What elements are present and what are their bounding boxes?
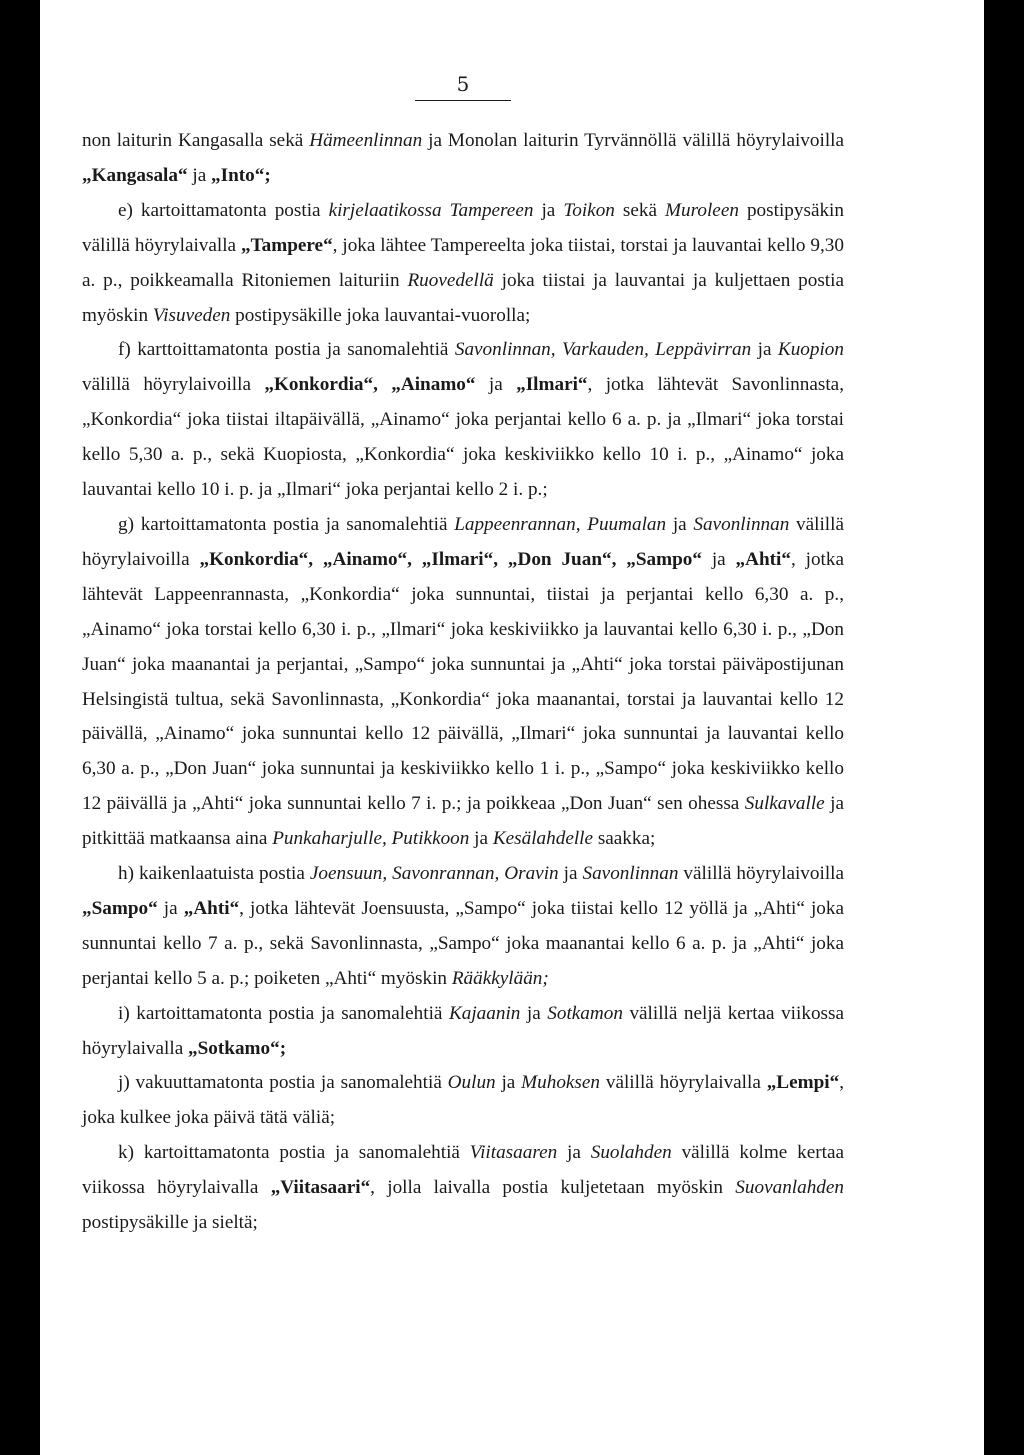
text-run: välillä höyrylaivoilla: [82, 513, 844, 570]
paragraph-p7: [82, 1136, 844, 1241]
text-run: „Tampere“: [240, 234, 333, 256]
text-run: postipysäkin välillä höyrylaivalla: [82, 199, 844, 256]
text-run: ja: [520, 1002, 548, 1024]
text-run: k) kartoittamatonta postia ja sanomalehtiä: [118, 1142, 470, 1164]
text-run: välillä höyrylaivalla: [600, 1072, 767, 1094]
text-run: Lappeenrannan, Puumalan: [454, 513, 667, 535]
text-run: Suovanlahden: [735, 1177, 845, 1199]
text-run: Oulun: [447, 1072, 496, 1094]
text-run: Rääkkylään;: [451, 967, 549, 989]
text-run: Savonlinnan, Varkauden, Leppävirran: [454, 339, 752, 361]
text-run: „Viitasaari“: [270, 1177, 371, 1199]
text-run: i) kartoittamatonta postia ja sanomalehtiä: [118, 1002, 449, 1024]
text-run: Kajaanin: [448, 1002, 521, 1024]
text-run: ja: [557, 1142, 591, 1164]
text-run: Suolahden: [590, 1142, 672, 1164]
text-run: Sotkamon: [547, 1002, 623, 1024]
text-run: ja: [475, 374, 517, 396]
text-run: Viitasaaren: [469, 1142, 558, 1164]
text-run: Savonlinnan: [582, 863, 679, 885]
text-run: joka tiistai ja lauvantai ja kuljettaen postia myöskin: [82, 269, 844, 326]
text-run: välillä neljä kertaa viikossa höyrylaivalla: [82, 1002, 844, 1059]
text-run: Sulkavalle: [744, 793, 825, 815]
text-run: välillä kolme kertaa viikossa höyrylaivalla: [82, 1142, 844, 1199]
paragraph-p0: [82, 124, 844, 194]
document-body: [82, 124, 844, 1241]
text-run: „Lempi“: [766, 1072, 840, 1094]
page-number: 5: [456, 72, 470, 96]
text-run: ja: [157, 897, 184, 919]
text-run: Hämeenlinnan: [309, 130, 423, 151]
text-run: ja Monolan laiturin Tyrvännöllä välillä höyrylaivoilla: [422, 130, 844, 151]
text-run: Kuopion: [777, 339, 844, 361]
text-run: , joka lähtee Tampereelta joka tiistai, torstai ja lauvantai kello 9,30 a. p., poikkeamalla Ritoniemen laituriin: [82, 234, 844, 291]
text-run: Ruovedellä: [407, 269, 494, 291]
text-run: Kesälahdelle: [492, 828, 594, 850]
text-run: „Konkordia“, „Ainamo“: [264, 374, 476, 396]
paragraph-p6: [82, 1066, 844, 1136]
paragraph-p3: [82, 508, 844, 857]
paragraph-p4: [82, 857, 844, 997]
text-run: Toikon: [563, 199, 615, 221]
text-run: Joensuun, Savonrannan, Oravin: [309, 863, 559, 885]
text-run: välillä höyrylaivoilla: [678, 863, 845, 885]
text-run: g) kartoittamatonta postia ja sanomalehtiä: [118, 513, 455, 535]
text-run: Muroleen: [665, 199, 739, 221]
text-run: postipysäkille ja sieltä;: [82, 1212, 258, 1234]
text-run: ja: [495, 1072, 522, 1094]
text-run: , jotka lähtevät Savonlinnasta, „Konkordia“ joka tiistai iltapäivällä, „Ainamo“ joka perjantai kello 6 a. p. ja „Ilmari“ joka torstai kello 5,30 a. p., sekä Kuopiosta, „Konkordia“ joka keskiviikko kello 10 i. p., „Ainamo“ joka lauvantai kello 10 i. p. ja „Ilmari“ joka perjantai kello 2 i. p.;: [82, 374, 844, 501]
text-run: ja: [751, 339, 778, 361]
text-run: „Sampo“: [82, 897, 158, 919]
text-run: kirjelaatikossa Tampereen: [328, 199, 534, 221]
page-number-rule: [415, 100, 511, 101]
text-run: „Ahti“: [183, 897, 240, 919]
text-run: Savonlinnan: [693, 513, 790, 535]
text-run: Muhoksen: [521, 1072, 601, 1094]
text-run: sekä: [614, 199, 666, 221]
text-run: f) karttoittamatonta postia ja sanomalehtiä: [118, 339, 455, 361]
text-run: ja: [533, 199, 564, 221]
text-run: ja: [701, 548, 736, 570]
text-run: „Konkordia“, „Ainamo“, „Ilmari“, „Don Juan“, „Sampo“: [199, 548, 702, 570]
paragraph-p1: [82, 194, 844, 334]
text-run: , jolla laivalla postia kuljetetaan myöskin: [370, 1177, 736, 1199]
text-run: ja: [187, 164, 212, 186]
text-run: Punkaharjulle, Putikkoon: [272, 828, 470, 850]
text-run: h) kaikenlaatuista postia: [118, 863, 310, 885]
text-run: „Ilmari“: [516, 374, 588, 396]
text-run: ja pitkittää matkaansa aina: [82, 793, 844, 850]
text-run: ja: [558, 863, 583, 885]
text-run: e) kartoittamatonta postia: [118, 199, 329, 221]
text-run: non laiturin Kangasalla sekä: [82, 130, 310, 151]
text-run: „Ahti“: [735, 548, 791, 570]
paragraph-p5: [82, 997, 844, 1067]
text-run: j) vakuuttamatonta postia ja sanomalehtiä: [118, 1072, 448, 1094]
text-run: ja: [666, 513, 694, 535]
text-run: välillä höyrylaivoilla: [82, 374, 265, 396]
text-run: , joka kulkee joka päivä tätä väliä;: [82, 1072, 844, 1129]
text-run: postipysäkille joka lauvantai-vuorolla;: [230, 304, 531, 326]
text-run: „Sotkamo“;: [188, 1037, 287, 1059]
text-run: Visuveden: [152, 304, 231, 326]
text-run: „Into“;: [211, 164, 271, 186]
text-run: ja: [469, 828, 493, 850]
text-run: „Kangasala“: [82, 164, 188, 186]
text-run: , jotka lähtevät Joensuusta, „Sampo“ joka tiistai kello 12 yöllä ja „Ahti“ joka sunnuntai kello 7 a. p., sekä Savonlinnasta, „Sampo“ joka maanantai kello 6 a. p. ja „Ahti“ joka perjantai kello 5 a. p.; poiketen „Ahti“ myöskin: [82, 897, 844, 989]
paragraph-p2: [82, 333, 844, 508]
text-run: saakka;: [593, 828, 656, 850]
text-run: , jotka lähtevät Lappeenrannasta, „Konkordia“ joka sunnuntai, tiistai ja perjantai kello 6,30 a. p., „Ainamo“ joka torstai kello 6,30 i. p., „Ilmari“ joka keskiviikko ja lauvantai kello 6,30 i. p., „Don Juan“ joka maanantai ja perjantai, „Sampo“ joka sunnuntai ja „Ahti“ joka torstai päiväpostijunan Helsingistä tultua, sekä Savonlinnasta, „Konkordia“ joka maanantai, torstai ja lauvantai kello 12 päivällä, „Ainamo“ joka sunnuntai kello 12 päivällä, „Ilmari“ joka sunnuntai ja lauvantai kello 6,30 a. p., „Don Juan“ joka sunnuntai ja keskiviikko kello 1 i. p., „Sampo“ joka keskiviikko kello 12 päivällä ja „Ahti“ joka sunnuntai kello 7 i. p.; ja poikkeaa „Don Juan“ sen ohessa: [82, 548, 844, 815]
